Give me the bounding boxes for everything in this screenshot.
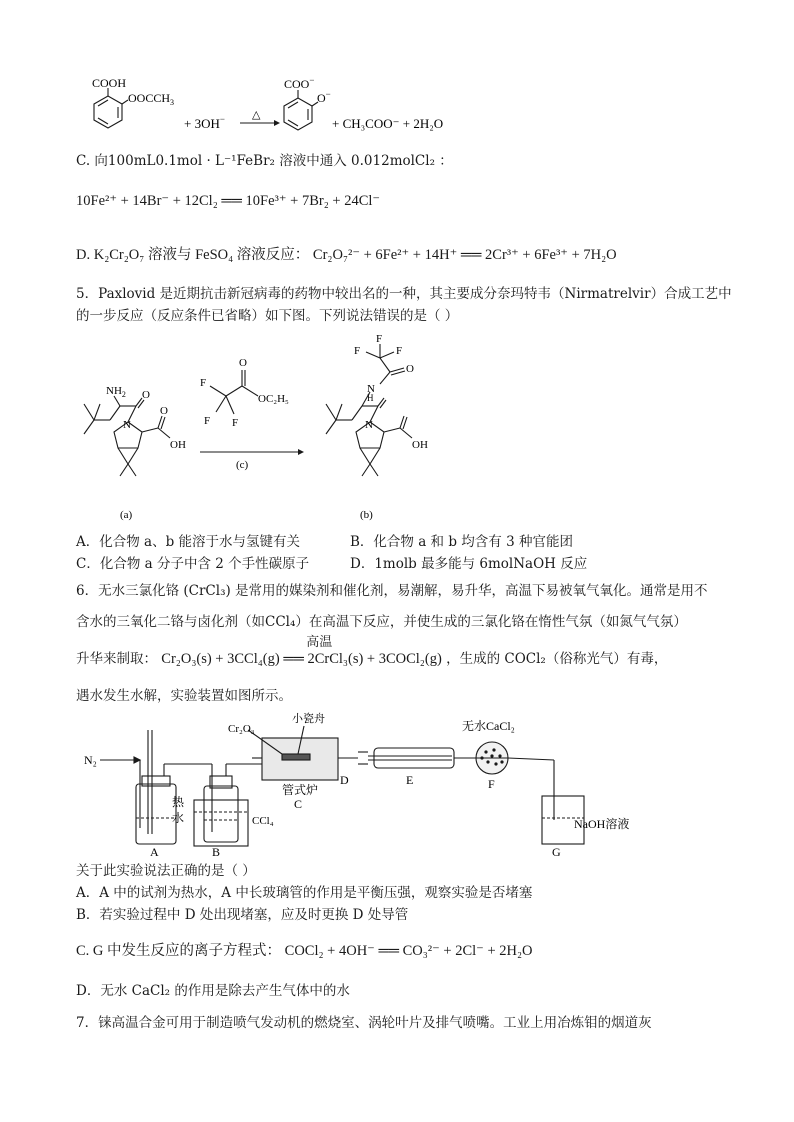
paxlovid-reaction-figure [70, 332, 490, 528]
side-products: + CH₃COO⁻ + 2H₂O [332, 116, 444, 131]
n2-label: N₂ [84, 753, 97, 767]
reaction-arrow-head [274, 120, 280, 126]
option-c-equation: 10Fe²⁺ + 14Br⁻ + 12Cl₂ ══ 10Fe³⁺ + 7Br₂ + 24Cl⁻ [76, 193, 381, 209]
product-coo: COO− [284, 76, 315, 91]
paxlovid-arrow-head [298, 449, 304, 455]
q5-option-d: D．1molb 最多能与 6molNaOH 反应 [350, 556, 588, 572]
label-d: D [340, 773, 349, 787]
apparatus-figure [76, 708, 676, 860]
q6-line3 [76, 634, 668, 668]
q5-line1: 5．Paxlovid 是近期抗击新冠病毒的药物中较出名的一种，其主要成分奈玛特韦（Nirmatrelvir）合成工艺中 [76, 286, 732, 302]
label-b: B [212, 845, 221, 859]
reagent-c-label: (c) [236, 459, 249, 471]
b-label: (b) [360, 509, 373, 521]
b-f2: F [354, 345, 361, 357]
b-n: N [365, 419, 373, 431]
cr2o3-label: Cr₂O₃ [228, 723, 255, 735]
reactant-ester: $OOCCH_3$ [128, 91, 175, 107]
cacl2-label: 无水CaCl₂ [462, 719, 515, 733]
reactant-benzene-ring [94, 88, 128, 128]
label-c: C [294, 797, 303, 811]
furnace-label: 管式炉 [282, 783, 319, 797]
plus-hydroxide: + 3OH− [184, 114, 225, 131]
b-nh: N H [367, 383, 375, 403]
c-o: O [239, 357, 247, 369]
product-o: O− [317, 89, 331, 105]
q5-option-a: A．化合物 a、b 能溶于水与氢键有关 [76, 534, 301, 550]
product-benzene-ring [284, 90, 318, 130]
a-label: (a) [120, 509, 133, 521]
c-f1: F [200, 377, 207, 389]
naoh-label: NaOH溶液 [574, 817, 630, 831]
b-f3: F [396, 345, 403, 357]
q6-option-b: B．若实验过程中 D 处出现堵塞，应及时更换 D 处导管 [76, 907, 409, 923]
q6-line2: 含水的三氧化二铬与卤化剂（如CCl₄）在高温下反应，并使生成的三氯化铬在惰性气氛（如氮气气氛） [76, 614, 687, 630]
c-f3: F [232, 417, 239, 429]
q6-option-a: A．A 中的试剂为热水，A 中长玻璃管的作用是平衡压强，观察实验是否堵塞 [76, 885, 533, 901]
a-n: N [123, 419, 131, 431]
a-acid-o: O [160, 405, 168, 417]
label-f: F [488, 777, 495, 791]
option-d-text: D. K₂Cr₂O₇ 溶液与 FeSO₄ 溶液反应： Cr₂O₇²⁻ + 6Fe²⁺ + 14H⁺ ══ 2Cr³⁺ + 6Fe³⁺ + 7H₂O [76, 247, 617, 263]
aspirin-hydrolysis-figure [70, 76, 490, 144]
reactant-cooh: COOH [92, 76, 127, 90]
b-amide-o: O [406, 363, 414, 375]
q6-line3-suffix: ，生成的 COCl₂（俗称光气）有毒， [446, 651, 668, 667]
q6-option-c: C. G 中发生反应的离子方程式： COCl₂ + 4OH⁻ ══ CO₃²⁻ + 2Cl⁻ + 2H₂O [76, 943, 533, 959]
ccl4-label: CCl₄ [252, 815, 274, 827]
c-f2: F [204, 415, 211, 427]
q6-question: 关于此实验说法正确的是（ ） [76, 863, 256, 879]
a-nh2: $NH_2$ [106, 385, 126, 399]
q6-line4: 遇水发生水解，实验装置如图所示。 [76, 688, 292, 704]
b-f1: F [376, 333, 383, 345]
q6-option-d: D．无水 CaCl₂ 的作用是除去产生气体中的水 [76, 983, 350, 999]
hot-water-label-2: 水 [172, 811, 185, 825]
hot-water-label-1: 热 [172, 795, 185, 809]
a-oh: OH [170, 439, 186, 451]
label-e: E [406, 773, 414, 787]
q6-equation [161, 634, 442, 668]
q6-condition: 高温 [306, 634, 333, 649]
boat-label: 小瓷舟 [292, 713, 325, 725]
q7-line1: 7．铼高温合金可用于制造喷气发动机的燃烧室、涡轮叶片及排气喷嘴。工业上用冶炼钼的烟道灰 [76, 1015, 652, 1031]
c-oc2h5: OC₂H₅ [258, 393, 289, 405]
q6-equation-text: Cr₂O₃(s) + 3CCl₄(g) ══ 2CrCl₃(s) + 3COCl₂(g) [161, 651, 442, 667]
option-c-intro: C. 向100mL0.1mol · L⁻¹FeBr₂ 溶液中通入 0.012molCl₂ ： [76, 153, 453, 169]
a-carbonyl-o: O [142, 389, 150, 401]
b-oh: OH [412, 439, 428, 451]
label-a: A [150, 845, 159, 859]
q5-line2: 的一步反应（反应条件已省略）如下图。下列说法错误的是（ ） [76, 308, 459, 324]
q6-line3-prefix: 升华来制取： [76, 651, 157, 667]
q5-option-b: B．化合物 a 和 b 均含有 3 种官能团 [350, 534, 573, 550]
q6-line1: 6．无水三氯化铬 (CrCl₃) 是常用的媒染剂和催化剂，易潮解，易升华，高温下易被氧气氧化。通常是用不 [76, 583, 708, 599]
label-g: G [552, 845, 561, 859]
heat-symbol: △ [252, 109, 261, 121]
q5-option-c: C．化合物 a 分子中含 2 个手性碳原子 [76, 556, 310, 572]
